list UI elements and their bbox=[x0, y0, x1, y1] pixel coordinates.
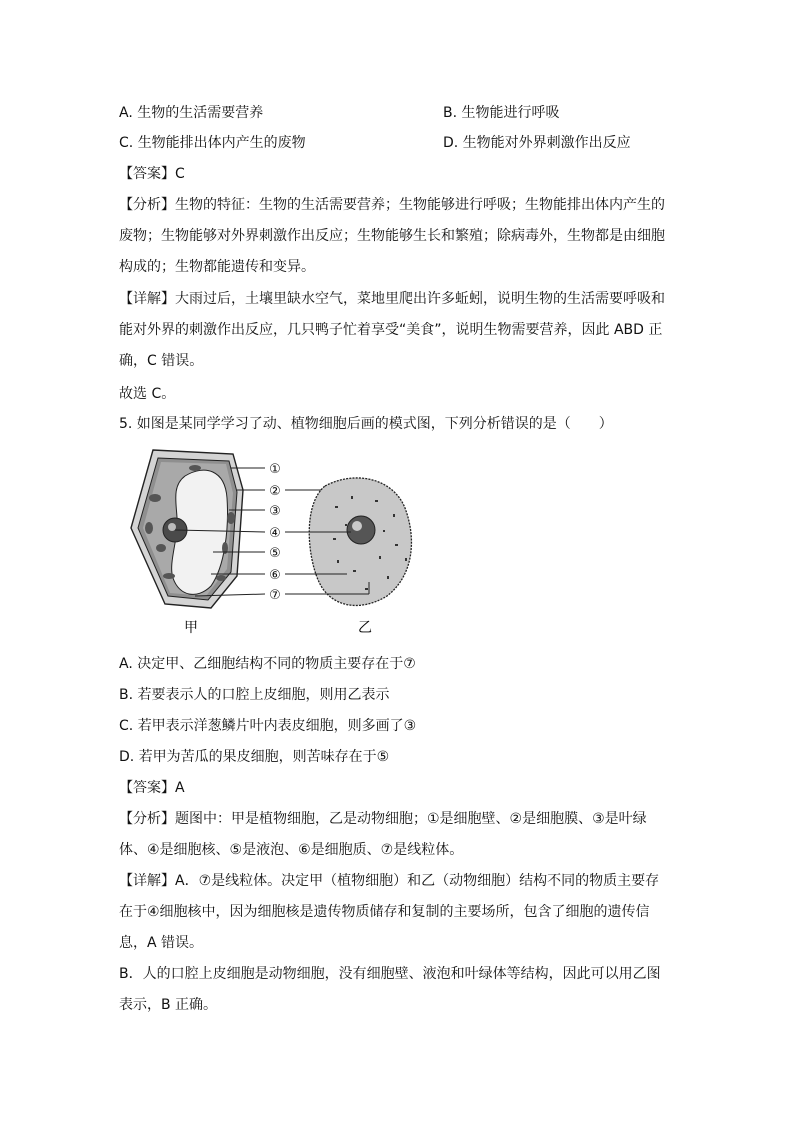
q5-stem: 5. 如图是某同学学习了动、植物细胞后画的模式图，下列分析错误的是（ ） bbox=[119, 416, 613, 432]
detail-line: 息，A 错误。 bbox=[119, 935, 204, 951]
answer-tag: 【答案】 bbox=[119, 780, 175, 796]
chloroplast bbox=[189, 465, 201, 471]
caption-plant: 甲 bbox=[184, 620, 198, 636]
answer-value: C bbox=[175, 166, 185, 182]
chloroplast bbox=[227, 512, 235, 524]
q4-option-c bbox=[119, 133, 306, 153]
detail-line: B．人的口腔上皮细胞是动物细胞，没有细胞壁、液泡和叶绿体等结构，因此可以用乙图 bbox=[119, 966, 661, 982]
answer-tag: 【答案】 bbox=[119, 166, 175, 182]
q4-option-a bbox=[119, 103, 263, 123]
chloroplast bbox=[163, 573, 175, 579]
detail-line: 确，C 错误。 bbox=[119, 353, 204, 369]
option-letter: C. bbox=[119, 718, 134, 734]
option-letter: B. bbox=[119, 687, 134, 703]
option-text: 决定甲、乙细胞结构不同的物质主要存在于⑦ bbox=[137, 656, 416, 672]
cell-diagram-svg bbox=[125, 448, 425, 638]
label-6: ⑥ bbox=[269, 568, 281, 583]
q5-answer bbox=[119, 778, 679, 798]
caption-animal: 乙 bbox=[358, 620, 372, 636]
q4-conclusion: 故选 C。 bbox=[119, 386, 176, 402]
q4-analysis bbox=[119, 190, 679, 283]
chloroplast bbox=[156, 544, 166, 552]
option-letter: A. bbox=[119, 105, 133, 121]
q5-option-d bbox=[119, 747, 679, 767]
detail-line: 表示，B 正确。 bbox=[119, 997, 218, 1013]
chloroplast bbox=[145, 522, 153, 534]
detail-line: 能对外界的刺激作出反应，几只鸭子忙着享受“美食”，说明生物需要营养，因此 ABD 正 bbox=[119, 322, 663, 338]
option-text: 生物的生活需要营养 bbox=[137, 105, 264, 121]
label-3: ③ bbox=[269, 504, 281, 519]
option-text: 生物能排出体内产生的废物 bbox=[137, 135, 306, 151]
label-5: ⑤ bbox=[269, 546, 281, 561]
q4-option-d bbox=[443, 133, 631, 153]
animal-nucleus bbox=[347, 516, 375, 544]
option-letter: D. bbox=[119, 749, 135, 765]
q5-detail bbox=[119, 866, 679, 1021]
q4-answer bbox=[119, 164, 679, 184]
q5-analysis bbox=[119, 804, 679, 866]
analysis-line: 体、④是细胞核、⑤是液泡、⑥是细胞质、⑦是线粒体。 bbox=[119, 842, 464, 858]
label-4: ④ bbox=[269, 526, 281, 541]
q5-option-c bbox=[119, 716, 679, 736]
label-1: ① bbox=[269, 462, 281, 477]
option-text: 生物能对外界刺激作出反应 bbox=[462, 135, 631, 151]
answer-value: A bbox=[175, 780, 185, 796]
cell-diagram bbox=[125, 448, 425, 638]
analysis-line: 废物；生物能够对外界刺激作出反应；生物能够生长和繁殖；除病毒外，生物都是由细胞 bbox=[119, 228, 665, 244]
detail-line: 【详解】大雨过后，土壤里缺水空气，菜地里爬出许多蚯蚓，说明生物的生活需要呼吸和 bbox=[119, 291, 665, 307]
option-letter: D. bbox=[443, 135, 459, 151]
detail-line: 在于④细胞核中，因为细胞核是遗传物质储存和复制的主要场所，包含了细胞的遗传信 bbox=[119, 904, 650, 920]
detail-line: 【详解】A．⑦是线粒体。决定甲（植物细胞）和乙（动物细胞）结构不同的物质主要存 bbox=[119, 873, 660, 889]
chloroplast bbox=[216, 575, 226, 581]
analysis-line: 【分析】题图中：甲是植物细胞，乙是动物细胞；①是细胞壁、②是细胞膜、③是叶绿 bbox=[119, 811, 647, 827]
option-text: 生物能进行呼吸 bbox=[461, 105, 560, 121]
chloroplast bbox=[149, 494, 161, 502]
q4-option-b bbox=[443, 103, 560, 123]
analysis-line: 构成的；生物都能遗传和变异。 bbox=[119, 259, 315, 275]
q4-detail bbox=[119, 284, 679, 377]
label-7: ⑦ bbox=[269, 588, 281, 603]
q5-option-a bbox=[119, 654, 679, 674]
label-2: ② bbox=[269, 484, 281, 499]
option-letter: C. bbox=[119, 135, 134, 151]
q5-option-b bbox=[119, 685, 679, 705]
option-letter: A. bbox=[119, 656, 133, 672]
option-text: 若要表示人的口腔上皮细胞，则用乙表示 bbox=[137, 687, 390, 703]
option-text: 若甲表示洋葱鳞片叶内表皮细胞，则多画了③ bbox=[137, 718, 417, 734]
option-letter: B. bbox=[443, 105, 458, 121]
analysis-line: 【分析】生物的特征：生物的生活需要营养；生物能够进行呼吸；生物能排出体内产生的 bbox=[119, 197, 665, 213]
option-text: 若甲为苦瓜的果皮细胞，则苦味存在于⑤ bbox=[138, 749, 390, 765]
